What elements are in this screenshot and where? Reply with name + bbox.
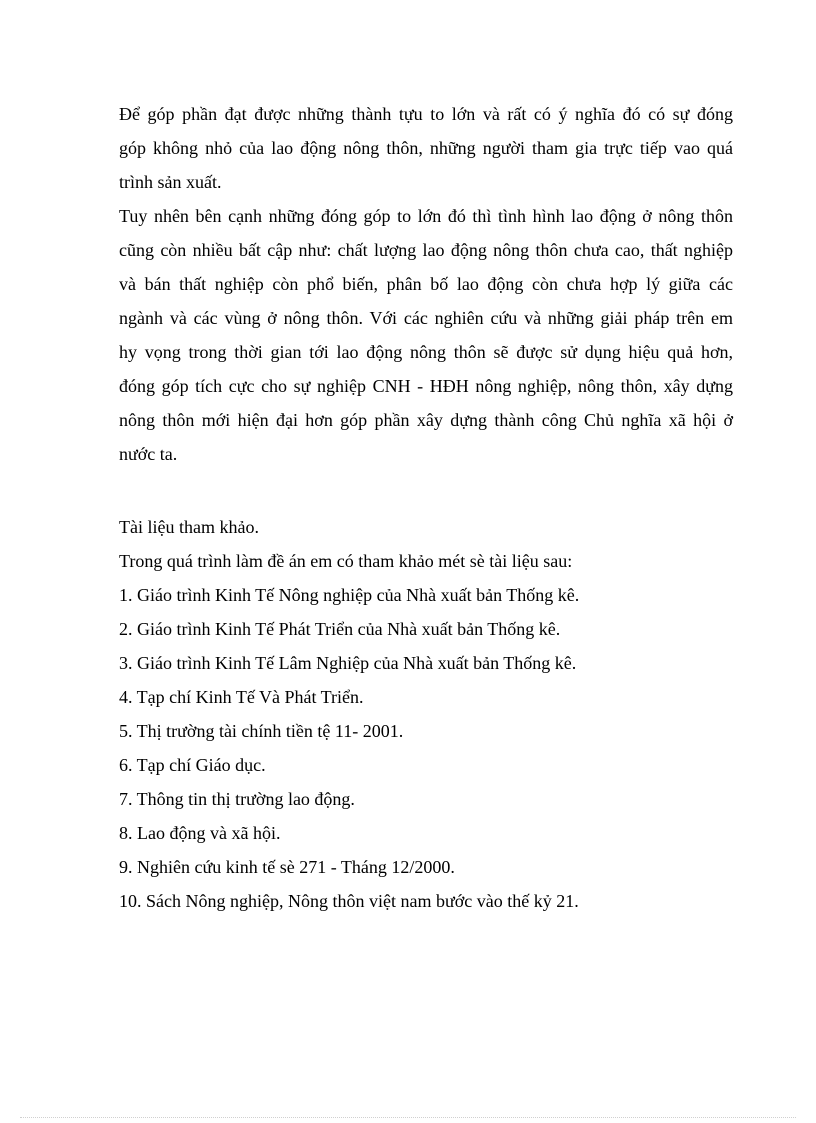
text-line: cũng còn nhiều bất cập như: chất lượng lao động nông thôn chưa cao, thất nghiệp (119, 240, 733, 260)
text-line: và bán thất nghiệp còn phổ biến, phân bố lao động còn chưa hợp lý giữa các (119, 274, 733, 294)
reference-item: 1. Giáo trình Kinh Tế Nông nghiệp của Nhà xuất bản Thống kê. (119, 585, 580, 605)
references-section (119, 510, 579, 918)
reference-item: 7. Thông tin thị trường lao động. (119, 789, 355, 809)
reference-item: 5. Thị trường tài chính tiền tệ 11- 2001. (119, 721, 404, 741)
reference-item: 10. Sách Nông nghiệp, Nông thôn việt nam bước vào thế kỷ 21. (119, 891, 579, 911)
reference-item: 8. Lao động và xã hội. (119, 823, 281, 843)
references-heading: Tài liệu tham khảo. (119, 517, 259, 537)
text-line: ngành và các vùng ở nông thôn. Với các nghiên cứu và những giải pháp trên em (119, 308, 733, 328)
reference-item: 6. Tạp chí Giáo dục. (119, 755, 266, 775)
reference-item: 9. Nghiên cứu kinh tế sè 271 - Tháng 12/2000. (119, 857, 455, 877)
paragraph-contribution (119, 97, 733, 199)
text-line: Để góp phần đạt được những thành tựu to lớn và rất có ý nghĩa đó có sự đóng (119, 104, 733, 124)
text-line: trình sản xuất. (119, 172, 222, 192)
text-line: đóng góp tích cực cho sự nghiệp CNH - HĐH nông nghiệp, nông thôn, xây dựng (119, 376, 733, 396)
page-bottom-rule (20, 1117, 796, 1118)
text-line: Tuy nhên bên cạnh những đóng góp to lớn đó thì tình hình lao động ở nông thôn (119, 206, 733, 226)
text-line: góp không nhỏ của lao động nông thôn, những người tham gia trực tiếp vao quá (119, 138, 733, 158)
reference-item: 3. Giáo trình Kinh Tế Lâm Nghiệp của Nhà xuất bản Thống kê. (119, 653, 577, 673)
references-intro: Trong quá trình làm đề án em có tham khảo mét sè tài liệu sau: (119, 551, 573, 571)
reference-item: 4. Tạp chí Kinh Tế Và Phát Triển. (119, 687, 364, 707)
reference-item: 2. Giáo trình Kinh Tế Phát Triển của Nhà xuất bản Thống kê. (119, 619, 561, 639)
text-line: nước ta. (119, 444, 178, 464)
text-line: nông thôn mới hiện đại hơn góp phần xây dựng thành công Chủ nghĩa xã hội ở (119, 410, 733, 430)
paragraph-limitations (119, 199, 733, 471)
references-list (119, 578, 579, 918)
text-line: hy vọng trong thời gian tới lao động nông thôn sẽ được sử dụng hiệu quả hơn, (119, 342, 733, 362)
